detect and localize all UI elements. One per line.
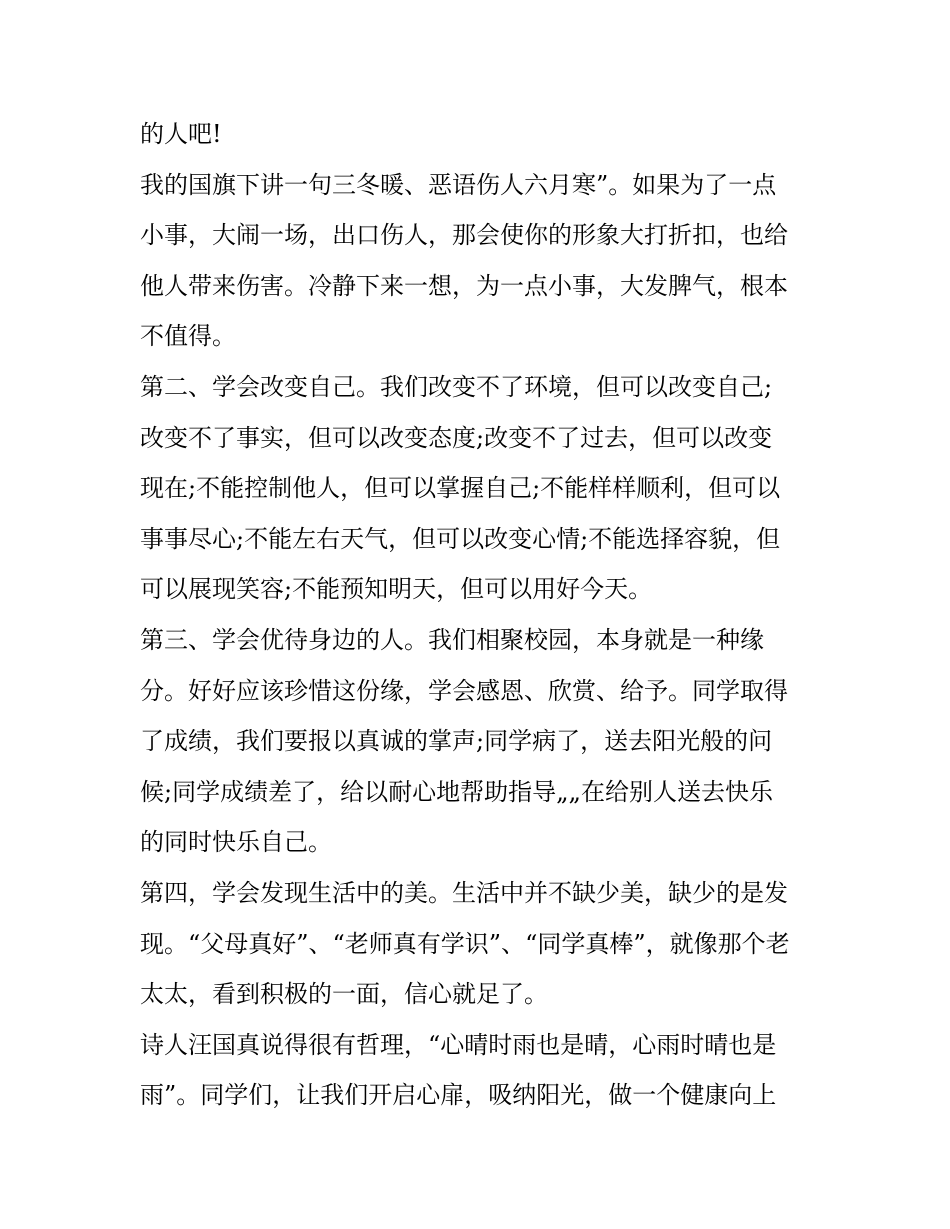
text-line: 改变不了事实，但可以改变态度;改变不了过去，但可以改变 xyxy=(140,423,773,452)
text-line: 了成绩，我们要报以真诚的掌声;同学病了，送去阳光般的问 xyxy=(140,727,773,756)
text-line: 雨”。同学们，让我们开启心扉，吸纳阳光，做一个健康向上 xyxy=(140,1081,777,1110)
text-line: 的同时快乐自己。 xyxy=(140,828,332,857)
text-line: 现在;不能控制他人，但可以掌握自己;不能样样顺利，但可以 xyxy=(140,474,781,503)
text-line: 小事，大闹一场，出口伤人，那会使你的形象大打折扣，也给 xyxy=(140,221,788,250)
text-line: 的人吧! xyxy=(140,120,222,148)
text-line: 第三、学会优待身边的人。我们相聚校园，本身就是一种缘 xyxy=(140,625,764,654)
text-line: 太太，看到积极的一面，信心就足了。 xyxy=(140,980,548,1009)
text-line: 第四，学会发现生活中的美。生活中并不缺少美，缺少的是发 xyxy=(140,878,788,907)
text-line: 可以展现笑容;不能预知明天，但可以用好今天。 xyxy=(140,575,653,604)
text-line: 我的国旗下讲一句三冬暖、恶语伤人六月寒”。如果为了一点 xyxy=(140,170,777,199)
text-line: 现。“父母真好”、“老师真有学识”、“同学真棒”，就像那个老 xyxy=(140,929,790,958)
text-line: 事事尽心;不能左右天气，但可以改变心情;不能选择容貌，但 xyxy=(140,524,781,553)
text-line: 分。好好应该珍惜这份缘，学会感恩、欣赏、给予。同学取得 xyxy=(140,676,788,705)
text-line: 诗人汪国真说得很有哲理，“心晴时雨也是晴，心雨时晴也是 xyxy=(140,1030,777,1059)
text-line: 他人带来伤害。冷静下来一想，为一点小事，大发脾气，根本 xyxy=(140,271,788,300)
text-line: 候;同学成绩差了，给以耐心地帮助指导„„在给别人送去快乐 xyxy=(140,777,773,806)
body-text xyxy=(140,109,820,1121)
text-line: 不值得。 xyxy=(140,322,236,351)
text-line: 第二、学会改变自己。我们改变不了环境，但可以改变自己; xyxy=(140,372,773,401)
